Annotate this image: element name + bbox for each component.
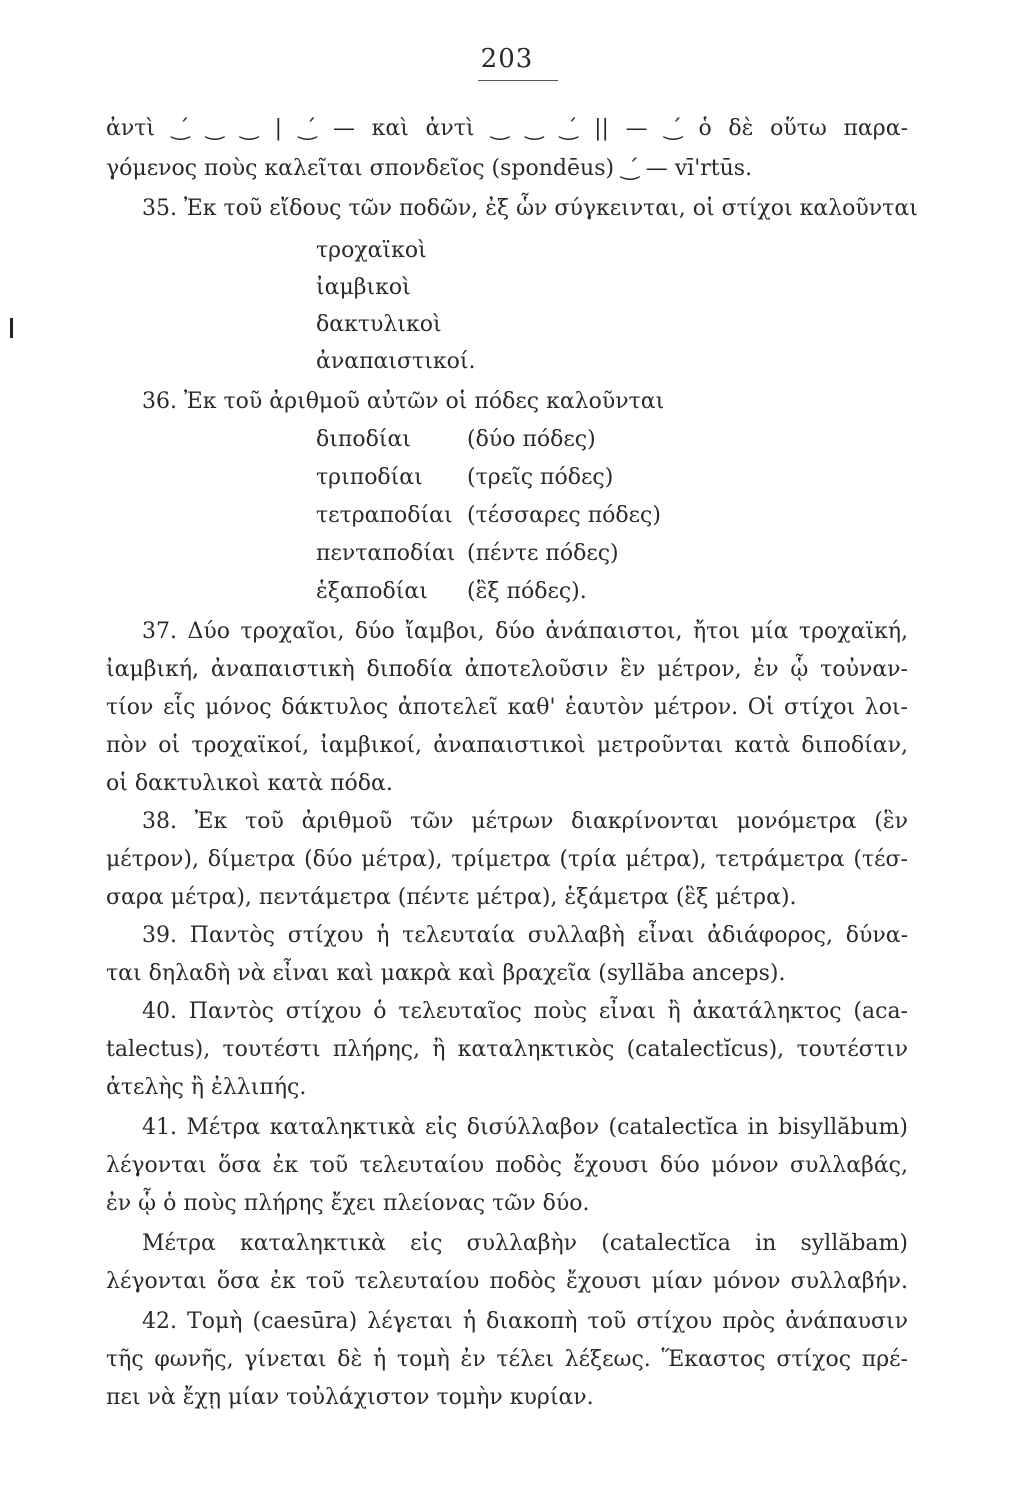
section-40-line: ἀτελὴς ἢ ἐλλιπής. xyxy=(106,1075,307,1100)
section-42-line: τῆς φωνῆς, γίνεται δὲ ἡ τομὴ ἐν τέλει λέξεως. Ἕκαστος στίχος πρέ- xyxy=(106,1347,908,1372)
margin-mark xyxy=(10,318,13,338)
section-38-line: σαρα μέτρα), πεντάμετρα (πέντε μέτρα), ἑξάμετρα (ἓξ μέτρα). xyxy=(106,885,797,910)
section-37-line: ἰαμβική, ἀναπαιστικὴ διποδία ἀποτελοῦσιν ἓν μέτρον, ἐν ᾧ τοὐναν- xyxy=(106,657,908,682)
dipody-term: διποδίαι xyxy=(316,427,411,452)
section-36-text: 36. Ἐκ τοῦ ἀριθμοῦ αὐτῶν οἱ πόδες καλοῦνται xyxy=(142,389,665,414)
metrical-line: γόμενος ποὺς καλεῖται σπονδεῖος (spondēus) ‿́ — vī'rtūs. xyxy=(106,156,753,181)
section-37-line: πὸν οἱ τροχαϊκοί, ἰαμβικοί, ἀναπαιστικοὶ μετροῦνται κατὰ διποδίαν, xyxy=(106,733,908,758)
section-35-text: 35. Ἐκ τοῦ εἴδους τῶν ποδῶν, ἐξ ὧν σύγκεινται, οἱ στίχοι καλοῦνται xyxy=(142,196,918,221)
section-37-line: 37. Δύο τροχαῖοι, δύο ἴαμβοι, δύο ἀνάπαιστοι, ἤτοι μία τροχαϊκή, xyxy=(142,619,908,644)
dipody-gloss: (δύο πόδες) xyxy=(467,427,596,452)
foot-type-item: ἰαμβικοὶ xyxy=(316,275,411,300)
section-39-line: 39. Παντὸς στίχου ἡ τελευταία συλλαβὴ εἶναι ἀδιάφορος, δύνα- xyxy=(142,923,908,948)
metrical-line: ἀντὶ ‿́ ‿ ‿ | ‿́ — καὶ ἀντὶ ‿ ‿ ‿́ || — ‿́ ὁ δὲ οὕτω παρα- xyxy=(106,116,908,141)
section-41-line: λέγονται ὅσα ἐκ τοῦ τελευταίου ποδὸς ἔχουσι δύο μόνον συλλαβάς, xyxy=(106,1153,908,1178)
dipody-gloss: (τέσσαρες πόδες) xyxy=(467,503,661,528)
page-number: 203 xyxy=(480,44,534,74)
foot-type-item: ἀναπαιστικοί. xyxy=(316,349,476,374)
section-41-line: Μέτρα καταληκτικὰ εἰς συλλαβὴν (catalectĭca in syllăbam) xyxy=(142,1231,908,1256)
dipody-gloss: (πέντε πόδες) xyxy=(467,541,619,566)
dipody-gloss: (τρεῖς πόδες) xyxy=(467,465,614,490)
section-39-line: ται δηλαδὴ νὰ εἶναι καὶ μακρὰ καὶ βραχεῖα (syllăba anceps). xyxy=(106,961,786,986)
foot-type-item: δακτυλικοὶ xyxy=(316,312,442,337)
dipody-term: τριποδίαι xyxy=(316,465,423,490)
section-37-line: τίον εἷς μόνος δάκτυλος ἀποτελεῖ καθ' ἑαυτὸν μέτρον. Οἱ στίχοι λοι- xyxy=(106,695,908,720)
section-40-line: 40. Παντὸς στίχου ὁ τελευταῖος ποὺς εἶναι ἢ ἀκατάληκτος (aca- xyxy=(142,999,908,1024)
dipody-term: τετραποδίαι xyxy=(316,503,453,528)
section-41-line: ἐν ᾧ ὁ ποὺς πλήρης ἔχει πλείονας τῶν δύο. xyxy=(106,1191,590,1216)
page-number-rule xyxy=(478,80,558,81)
section-41-line: 41. Μέτρα καταληκτικὰ εἰς δισύλλαβον (catalectĭca in bisyllăbum) xyxy=(142,1115,908,1140)
section-38-line: μέτρον), δίμετρα (δύο μέτρα), τρίμετρα (τρία μέτρα), τετράμετρα (τέσ- xyxy=(106,847,908,872)
dipody-term: ἑξαποδίαι xyxy=(316,579,428,604)
dipody-gloss: (ἓξ πόδες). xyxy=(467,579,587,604)
section-40-line: talectus), τουτέστι πλήρης, ἢ καταληκτικὸς (catalectĭcus), τουτέστιν xyxy=(106,1037,908,1062)
section-41-line: λέγονται ὅσα ἐκ τοῦ τελευταίου ποδὸς ἔχουσι μίαν μόνον συλλαβήν. xyxy=(106,1269,908,1294)
section-42-line: πει νὰ ἔχῃ μίαν τοὐλάχιστον τομὴν κυρίαν. xyxy=(106,1385,594,1410)
foot-type-item: τροχαϊκοὶ xyxy=(316,238,427,263)
section-42-line: 42. Τομὴ (caesūra) λέγεται ἡ διακοπὴ τοῦ στίχου πρὸς ἀνάπαυσιν xyxy=(142,1309,908,1334)
section-38-line: 38. Ἐκ τοῦ ἀριθμοῦ τῶν μέτρων διακρίνονται μονόμετρα (ἓν xyxy=(142,809,908,834)
section-37-line: οἱ δακτυλικοὶ κατὰ πόδα. xyxy=(106,771,393,796)
dipody-term: πενταποδίαι xyxy=(316,541,456,566)
